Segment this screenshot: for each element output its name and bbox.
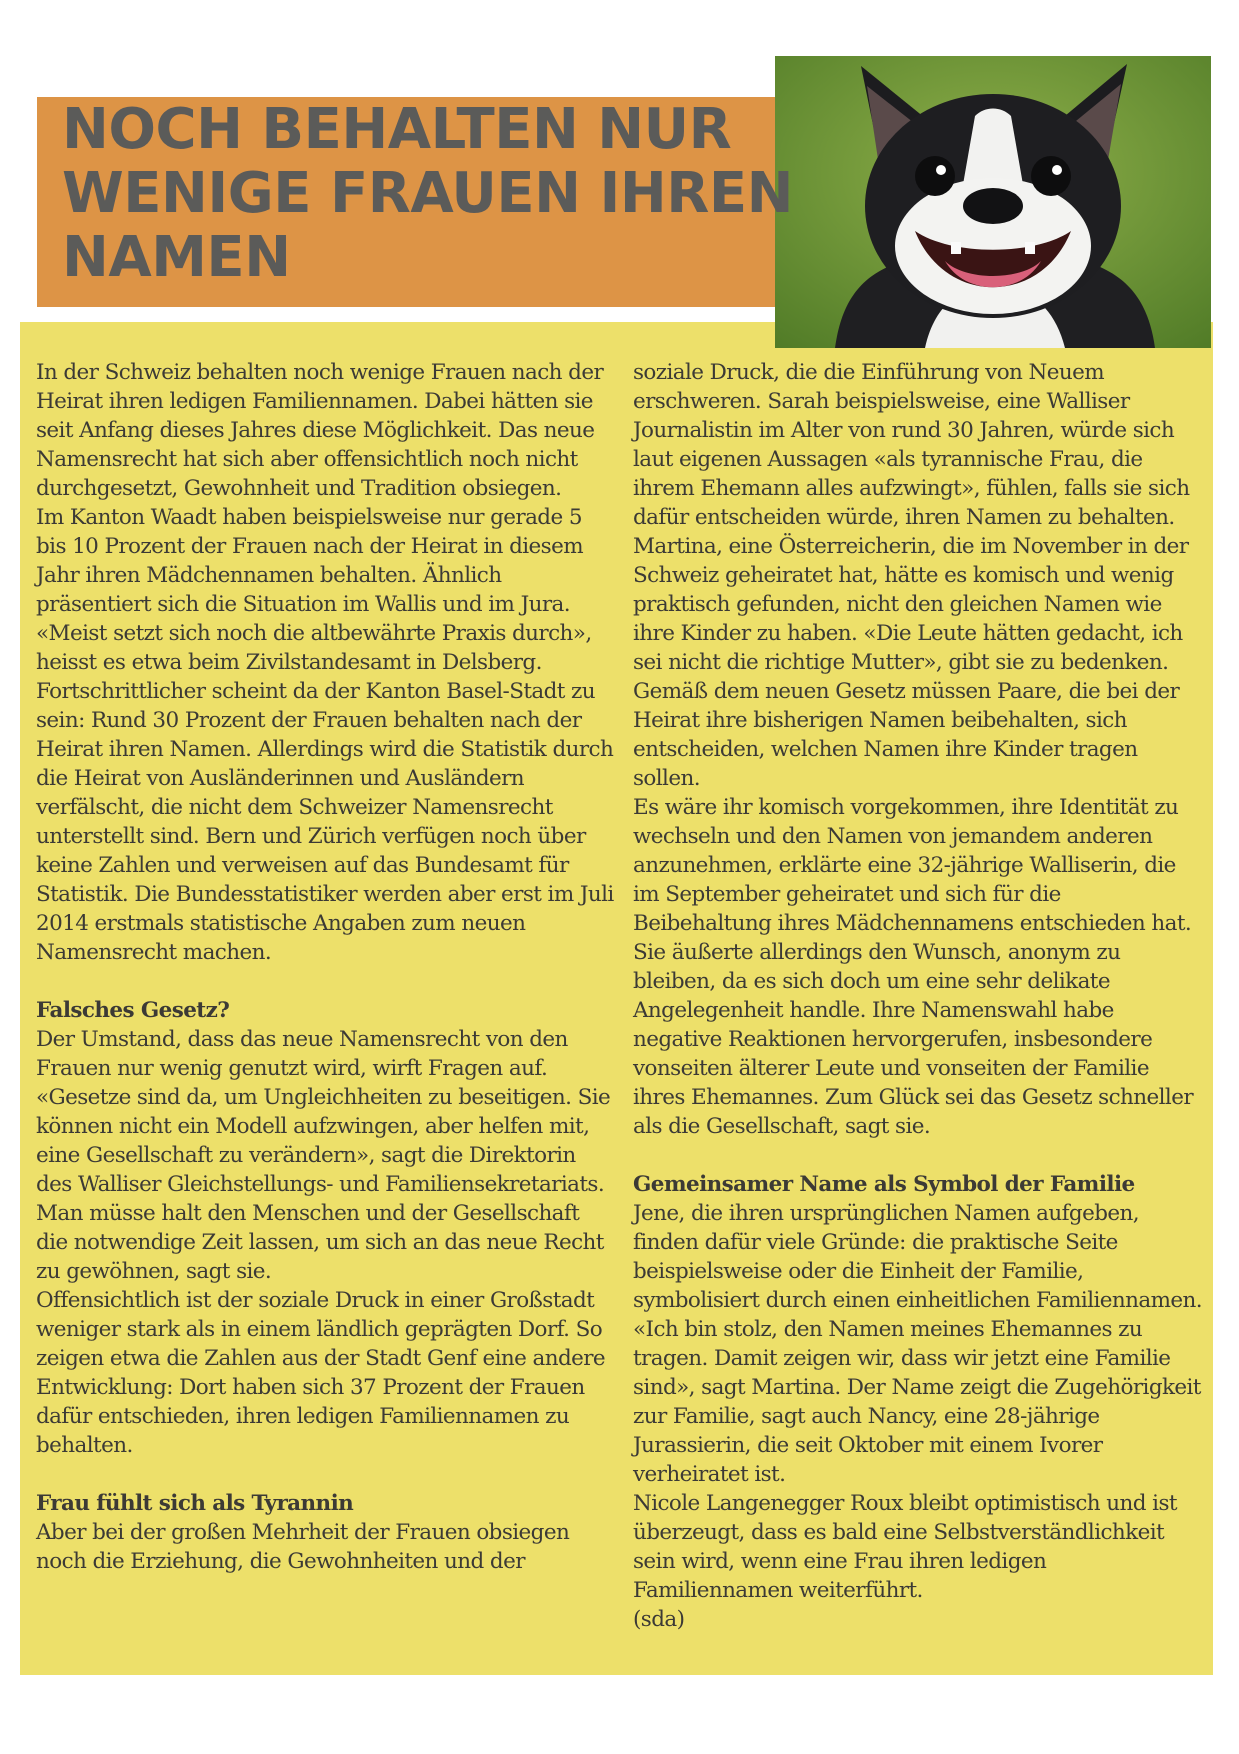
subheading: Falsches Gesetz?	[36, 998, 230, 1023]
paragraph: Es wäre ihr komisch vorgekommen, ihre Identität zu wechseln und den Namen von jemandem anderen anzunehmen, erklärte eine 32-jährige Walliserin, die im September geheiratet und sich für die Beibehaltung ihres Mädchennamens entschieden hat. Sie äußerte allerdings den Wunsch, anonym zu bleiben, da es sich doch um eine sehr delikate Angelegenheit handle. Ihre Namenswahl habe negative Reaktionen hervorgerufen, insbesondere vonseiten älterer Leute und vonseiten der Familie ihres Ehemannes. Zum Glück sei das Gesetz schneller als die Gesellschaft, sagt sie.	[633, 795, 1194, 1139]
spacer	[633, 1141, 1203, 1170]
paragraph: Aber bei der großen Mehrheit der Frauen obsiegen noch die Erziehung, die Gewohnheiten und der	[36, 1520, 570, 1574]
paragraph: Offensichtlich ist der soziale Druck in einer Großstadt weniger stark als in einem ländlich geprägten Dorf. So zeigen etwa die Zahlen aus der Stadt Genf eine andere Entwicklung: Dort haben sich 37 Prozent der Frauen dafür entschieden, ihren ledigen Familiennamen zu behalten.	[36, 1288, 606, 1458]
spacer	[36, 967, 614, 996]
right-column	[633, 358, 1203, 1634]
paragraph: Fortschrittlicher scheint da der Kanton Basel-Stadt zu sein: Rund 30 Prozent der Frauen behalten nach der Heirat ihren Namen. Allerdings wird die Statistik durch die Heirat von Ausländerinnen und Ausländern verfälscht, die nicht dem Schweizer Namensrecht unterstellt sind. Bern und Zürich verfügen noch über keine Zahlen und verweisen auf das Bundesamt für Statistik. Die Bundesstatistiker werden aber erst im Juli 2014 erstmals statistische Angaben zum neuen Namensrecht machen.	[36, 679, 614, 965]
spacer	[36, 1460, 614, 1489]
source-note: (sda)	[633, 1607, 685, 1632]
subheading: Frau fühlt sich als Tyrannin	[36, 1491, 354, 1516]
paragraph: soziale Druck, die die Einführung von Neuem erschweren. Sarah beispielsweise, eine Walliser Journalistin im Alter von rund 30 Jahren, würde sich laut eigenen Aussagen «als tyrannische Frau, die ihrem Ehemann alles aufzwingt», fühlen, falls sie sich dafür entscheiden würde, ihren Namen zu behalten.	[633, 360, 1190, 530]
paragraph: Der Umstand, dass das neue Namensrecht von den Frauen nur wenig genutzt wird, wirft Fragen auf. «Gesetze sind da, um Ungleichheiten zu beseitigen. Sie können nicht ein Modell aufzwingen, aber helfen mit, eine Gesellschaft zu verändern», sagt die Direktorin des Walliser Gleichstellungs- und Familiensekretariats. Man müsse halt den Menschen und der Gesellschaft die notwendige Zeit lassen, um sich an das neue Recht zu gewöhnen, sagt sie.	[36, 1027, 611, 1284]
left-column	[36, 358, 614, 1576]
paragraph: Martina, eine Österreicherin, die im November in der Schweiz geheiratet hat, hätte es komisch und wenig praktisch gefunden, nicht den gleichen Namen wie ihre Kinder zu haben. «Die Leute hätten gedacht, ich sei nicht die richtige Mutter», gibt sie zu bedenken. Gemäß dem neuen Gesetz müssen Paare, die bei der Heirat ihre bisherigen Namen beibehalten, sich entscheiden, welchen Namen ihre Kinder tragen sollen.	[633, 534, 1189, 791]
paragraph: Nicole Langenegger Roux bleibt optimistisch und ist überzeugt, dass es bald eine Selbstverständlichkeit sein wird, wenn eine Frau ihren ledigen Familiennamen weiterführt.	[633, 1491, 1177, 1603]
paragraph: Im Kanton Waadt haben beispielsweise nur gerade 5 bis 10 Prozent der Frauen nach der Heirat in diesem Jahr ihren Mädchennamen behalten. Ähnlich präsentiert sich die Situation im Wallis und im Jura. «Meist setzt sich noch die altbewährte Praxis durch», heisst es etwa beim Zivilstandesamt in Delsberg.	[36, 505, 592, 675]
paragraph: In der Schweiz behalten noch wenige Frauen nach der Heirat ihren ledigen Familiennamen. Dabei hätten sie seit Anfang dieses Jahres diese Möglichkeit. Das neue Namensrecht hat sich aber offensichtlich noch nicht durchgesetzt, Gewohnheit und Tradition obsiegen.	[36, 360, 604, 501]
paragraph: Jene, die ihren ursprünglichen Namen aufgeben, finden dafür viele Gründe: die praktische Seite beispielsweise oder die Einheit der Familie, symbolisiert durch einen einheitlichen Familiennamen. «Ich bin stolz, den Namen meines Ehemannes zu tragen. Damit zeigen wir, dass wir jetzt eine Familie sind», sagt Martina. Der Name zeigt die Zugehörigkeit zur Familie, sagt auch Nancy, eine 28-jährige Jurassierin, die seit Oktober mit einem Ivorer verheiratet ist.	[633, 1201, 1202, 1487]
article-title: NOCH BEHALTEN NUR WENIGE FRAUEN IHREN NAMEN	[62, 97, 793, 290]
subheading: Gemeinsamer Name als Symbol der Familie	[633, 1172, 1135, 1197]
